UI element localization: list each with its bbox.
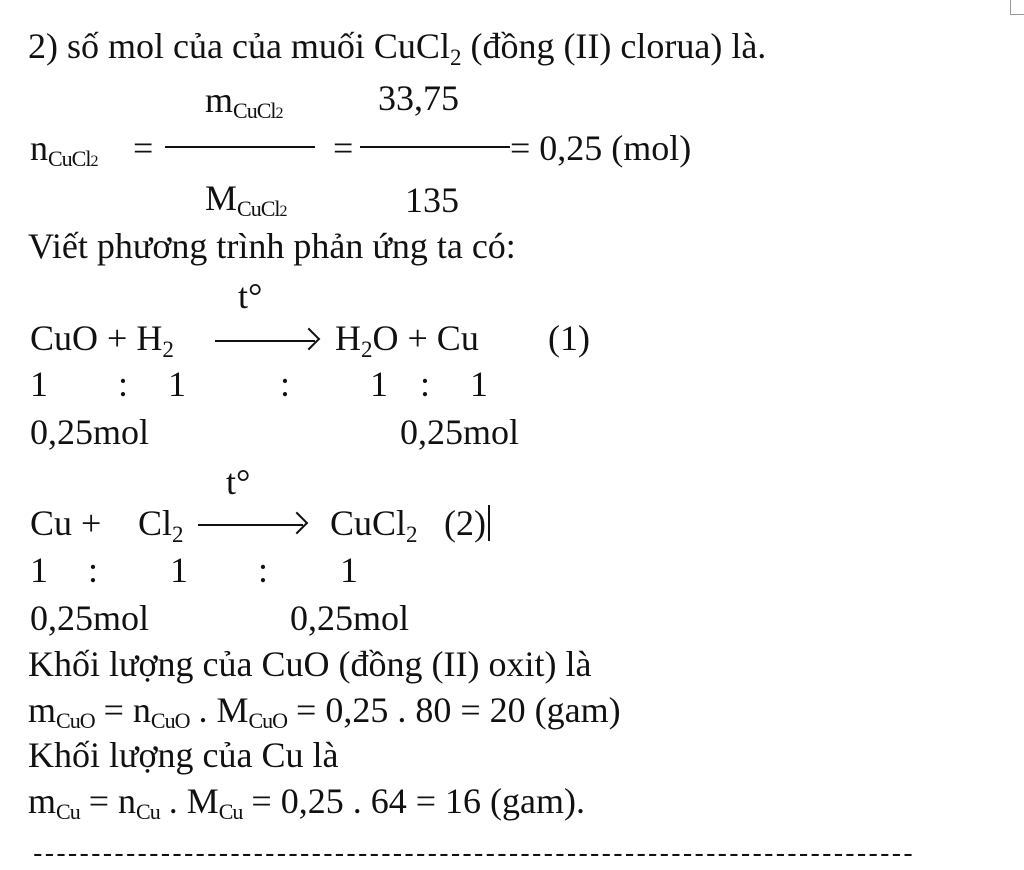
m-cuo-symbol: m (28, 690, 57, 730)
denominator-value: 135 (405, 180, 459, 220)
m-cu-dot: . (159, 781, 187, 821)
reaction1-mol-left: 0,25mol (30, 412, 150, 452)
reaction1-reactant-text: CuO + H (30, 318, 163, 358)
numerator-m (205, 82, 282, 122)
reaction1-label: (1) (548, 318, 590, 358)
M-subscript-2: 2 (279, 203, 287, 220)
reaction2-mol-left: 0,25mol (30, 598, 150, 638)
mass-cuo-result: = 0,25 . 80 = 20 (gam) (287, 690, 621, 730)
m-cu-equals: = (79, 781, 119, 821)
reaction2-product-text: CuCl (330, 503, 407, 543)
n-subscript-2: 2 (90, 153, 98, 170)
mass-cuo-title: Khối lượng của CuO (đồng (II) oxit) là (28, 644, 592, 684)
mass-cuo-formula (28, 692, 621, 732)
text-cursor (488, 505, 490, 541)
M-cuo-subscript: CuO (248, 708, 288, 733)
reaction2-cl-text: Cl (138, 503, 173, 543)
n-cucl2-symbol (30, 130, 97, 170)
reaction1-product-subscript: 2 (361, 337, 373, 362)
m-cu-symbol: m (28, 781, 57, 821)
reaction1-product-text: H (335, 318, 361, 358)
reaction2-label (444, 505, 490, 541)
m-cuo-dot: . (189, 690, 217, 730)
m-subscript: CuCl (233, 98, 276, 123)
reaction1-mol-right: 0,25mol (400, 412, 520, 452)
reaction1-reactants (30, 320, 174, 361)
denominator-M (205, 180, 286, 220)
numerator-value: 33,75 (378, 78, 459, 118)
reaction2-ratio-sep-2: : (258, 550, 269, 590)
fraction-bar-1 (165, 146, 315, 148)
reaction2-label-text: (2) (444, 503, 486, 543)
mass-cu-title: Khối lượng của Cu là (28, 735, 339, 775)
reaction2-ratio-2: 1 (170, 550, 188, 590)
equals-sign-2: = (333, 128, 354, 168)
reaction2-ratio-1: 1 (30, 550, 48, 590)
dashed-divider: ---------------------------------------------------------------------------- (30, 840, 912, 870)
reaction1-condition: t° (238, 276, 263, 316)
reaction1-ratio-3: 1 (370, 364, 388, 404)
M-cu-symbol: M (186, 781, 219, 821)
reaction1-ratio-2: 1 (168, 364, 186, 404)
reaction2-reactant-cu: Cu + (30, 503, 102, 543)
n-cu-symbol: n (118, 781, 137, 821)
reaction1-ratio-sep-2: : (280, 364, 291, 404)
mass-cu-result: = 0,25 . 64 = 16 (gam). (242, 781, 585, 821)
equals-sign-1: = (133, 128, 154, 168)
reaction2-ratio-sep-1: : (88, 550, 99, 590)
reaction1-ratio-4: 1 (470, 364, 488, 404)
m-cuo-subscript: CuO (56, 708, 95, 733)
mass-cu-formula (28, 783, 585, 823)
reaction1-product-text-2: O + Cu (372, 318, 479, 358)
reaction2-ratio-3: 1 (340, 550, 358, 590)
m-cuo-equals: = (94, 690, 133, 730)
heading-subscript: 2 (449, 45, 462, 70)
reaction2-reactant-cl2 (138, 505, 184, 546)
m-cu-subscript: Cu (56, 799, 80, 824)
M-symbol: M (205, 178, 238, 218)
n-cuo-subscript: CuO (150, 708, 190, 733)
reaction2-condition: t° (226, 462, 251, 502)
page-corner-mark (1010, 0, 1024, 15)
mole-result: = 0,25 (mol) (510, 128, 692, 168)
M-cuo-symbol: M (216, 690, 249, 730)
reaction1-ratio-sep-3: : (420, 364, 431, 404)
n-subscript: CuCl (48, 146, 91, 171)
M-subscript: CuCl (237, 196, 280, 221)
n-cuo-symbol: n (132, 690, 151, 730)
write-equation-text: Viết phương trình phản ứng ta có: (28, 226, 516, 266)
reaction1-products (335, 320, 479, 361)
heading-suffix: (đồng (II) clorua) là. (461, 26, 767, 66)
reaction2-product-subscript: 2 (406, 522, 418, 547)
heading-line (28, 28, 766, 69)
n-symbol: n (30, 128, 48, 168)
reaction1-reactant-subscript: 2 (162, 337, 174, 362)
m-symbol: m (205, 80, 234, 120)
reaction1-ratio-1: 1 (30, 364, 48, 404)
M-cu-subscript: Cu (218, 799, 243, 824)
n-cu-subscript: Cu (136, 799, 160, 824)
reaction2-cl-subscript: 2 (172, 522, 184, 547)
reaction1-ratio-sep-1: : (118, 364, 129, 404)
reaction1-arrow (215, 340, 315, 342)
heading-text: 2) số mol của của muối CuCl (28, 26, 450, 66)
fraction-bar-2 (360, 146, 510, 148)
reaction2-product (330, 505, 418, 546)
reaction2-arrow (198, 524, 303, 526)
m-subscript-2: 2 (275, 105, 283, 122)
reaction2-mol-right: 0,25mol (290, 598, 410, 638)
